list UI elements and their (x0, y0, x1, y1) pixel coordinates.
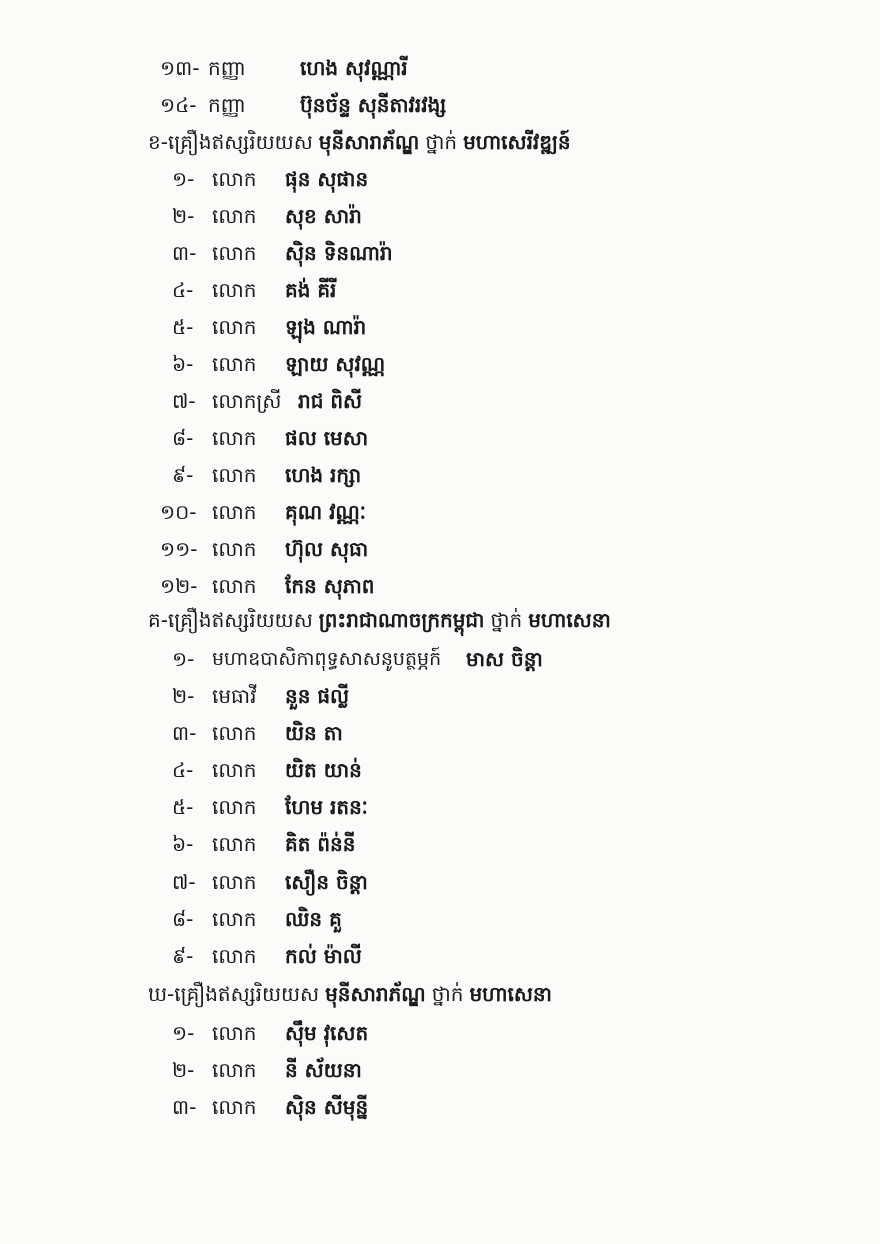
item-number: ១៣- (160, 56, 200, 80)
item-name: ស៊ិន ទិនណារ៉ា (285, 241, 393, 265)
item-number: ៥- (172, 315, 194, 339)
item-name: ផល មេសា (285, 426, 369, 450)
item-name: គុណ វណ្ណៈ (285, 500, 366, 524)
item-title: លោក (212, 758, 257, 782)
item-number: ៥- (172, 795, 194, 819)
item-name: ស៊ិន សីមុន្នី (285, 1095, 369, 1119)
item-title: លោក (212, 500, 257, 524)
item-name: មាស ចិន្តា (466, 647, 543, 671)
item-name: គង់ គីរី (285, 278, 337, 302)
heading-medal: មុនីសារាភ័ណ្ឌ (318, 130, 420, 154)
item-number: ១- (172, 167, 195, 191)
item-title: លោក (212, 795, 257, 819)
item-number: ៧- (172, 870, 196, 894)
item-number: ១៤- (160, 93, 197, 117)
item-name: កល់ ម៉ាលី (285, 944, 362, 968)
heading-medal: ព្រះរាជាណាចក្រកម្ពុជា (318, 608, 485, 632)
item-number: ៣- (172, 721, 197, 745)
item-title: លោក (212, 537, 257, 561)
item-name: ហេង សុវណ្ណារី (300, 56, 408, 80)
item-name: ហ៊ុល សុធា (285, 537, 369, 561)
item-number: ១- (172, 647, 195, 671)
item-number: ២- (172, 684, 195, 708)
section-heading (148, 604, 611, 640)
item-number: ១១- (160, 537, 198, 561)
item-title: លោក (212, 832, 257, 856)
item-title: លោក (212, 870, 257, 894)
item-name: ឡាយ សុវណ្ណ (285, 352, 386, 376)
item-title: លោក (212, 721, 257, 745)
item-title: លោក (212, 315, 257, 339)
item-title: លោក (212, 352, 257, 376)
heading-medal: មុនីសារាភ័ណ្ឌ (325, 982, 426, 1006)
item-number: ៦- (172, 832, 194, 856)
item-title: លោក (212, 1095, 257, 1119)
item-title: លោក (212, 167, 257, 191)
item-name: ស៊ឹម វុសេត (285, 1021, 369, 1045)
item-number: ៧- (172, 389, 196, 413)
item-number: ៨- (172, 426, 194, 450)
heading-rank-word: ថ្នាក់ (431, 982, 464, 1006)
item-name: ប៊ុនច័ន្ទ សុនីតាវរវង្ស (300, 93, 447, 117)
item-title: លោក (212, 463, 257, 487)
item-title: មហាឧបាសិកាពុទ្ធសាសនូបត្ថម្ភក៍ (212, 648, 442, 670)
item-name: នួន ផល្លី (285, 684, 350, 708)
heading-rank: មហាសេនា (528, 608, 611, 632)
item-title: លោក (212, 426, 257, 450)
item-number: ៩- (172, 944, 194, 968)
item-number: ៤- (172, 758, 194, 782)
item-title: លោក (212, 1021, 257, 1045)
heading-rank-word: ថ្នាក់ (490, 608, 523, 632)
item-number: ៣- (172, 241, 197, 265)
item-title: លោក (212, 944, 257, 968)
item-title: កញ្ញា (208, 56, 246, 80)
item-title: កញ្ញា (208, 93, 246, 117)
item-number: ២- (172, 1058, 195, 1082)
item-number: ១២- (160, 574, 198, 598)
item-name: សុខ សារ៉ា (285, 204, 362, 228)
item-title: លោក (212, 204, 257, 228)
item-title: មេធាវី (212, 684, 257, 708)
item-title: លោក (212, 241, 257, 265)
item-name: គិត ព៉ន់នី (285, 832, 356, 856)
item-name: ផុន សុផាន (285, 167, 369, 191)
item-name: ឡុង ណារ៉ា (285, 315, 367, 339)
item-title: លោក (212, 574, 257, 598)
item-name: ហែម រតនៈ (285, 795, 368, 819)
heading-prefix: គ-គ្រឿងឥស្សរិយយស (148, 608, 313, 632)
item-number: ៦- (172, 352, 194, 376)
item-number: ១- (172, 1021, 195, 1045)
item-name: ឈិន គួ (285, 907, 342, 931)
item-number: ៩- (172, 463, 194, 487)
section-heading (148, 126, 571, 162)
item-title: លោក (212, 278, 257, 302)
section-heading (148, 978, 552, 1014)
item-name: នី ស័យនា (285, 1058, 362, 1082)
item-name: យិត យាន់ (285, 758, 362, 782)
item-name: ហេង រក្សា (285, 463, 362, 487)
item-title: លោក (212, 907, 257, 931)
item-title: លោកស្រី (212, 389, 282, 413)
heading-prefix: ខ-គ្រឿងឥស្សរិយយស (148, 130, 313, 154)
item-number: ៨- (172, 907, 194, 931)
item-name: កែន សុភាព (285, 574, 375, 598)
item-number: ៣- (172, 1095, 197, 1119)
heading-rank: មហាសេនា (469, 982, 552, 1006)
heading-rank-word: ថ្នាក់ (425, 130, 458, 154)
item-number: ៤- (172, 278, 194, 302)
item-number: ២- (172, 204, 195, 228)
item-name: រាជ ពិសី (298, 389, 363, 413)
item-name: យិន តា (285, 721, 343, 745)
heading-rank: មហាសេរីវឌ្ឍន៍ (463, 130, 571, 154)
heading-prefix: ឃ-គ្រឿងឥស្សរិយយស (148, 982, 320, 1006)
item-name: សឿន ចិន្តា (285, 870, 368, 894)
item-number: ១០- (160, 500, 197, 524)
item-title: លោក (212, 1058, 257, 1082)
